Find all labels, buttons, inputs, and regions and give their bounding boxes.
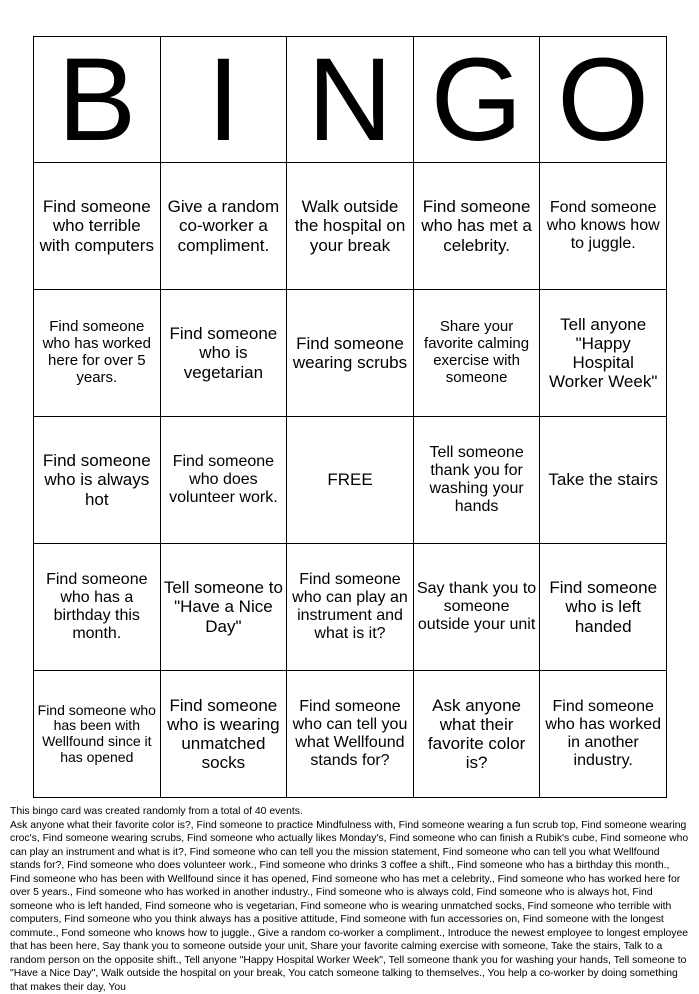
- bingo-cell: Say thank you to someone outside your unit: [413, 544, 540, 671]
- bingo-cell: Find someone who does volunteer work.: [160, 417, 287, 544]
- bingo-cell: Take the stairs: [540, 417, 667, 544]
- footer-summary: This bingo card was created randomly from a total of 40 events.: [10, 805, 692, 819]
- bingo-cell: Find someone who is wearing unmatched socks: [160, 671, 287, 798]
- bingo-cell: Find someone who has worked here for over 5 years.: [34, 290, 161, 417]
- bingo-cell: Find someone who has been with Wellfound since it has opened: [34, 671, 161, 798]
- header-letter-i: I: [160, 37, 287, 163]
- bingo-cell: Find someone who can play an instrument and what is it?: [287, 544, 414, 671]
- bingo-cell: Tell someone to "Have a Nice Day": [160, 544, 287, 671]
- bingo-cell: Give a random co-worker a compliment.: [160, 163, 287, 290]
- bingo-row: [34, 163, 667, 290]
- bingo-cell: Tell anyone "Happy Hospital Worker Week": [540, 290, 667, 417]
- bingo-cell: Find someone who is always hot: [34, 417, 161, 544]
- bingo-row: [34, 671, 667, 798]
- bingo-cell: Find someone who can tell you what Wellfound stands for?: [287, 671, 414, 798]
- footer-event-list: Ask anyone what their favorite color is?, Find someone to practice Mindfulness with, Find someone wearing a fun scrub top, Find someone wearing croc's, Find someone wearing scrubs, Find someone who actually likes Monday's, Find someone who can finish a Rubik's cube, Find someone who can play an instrument and what is it?, Find someone who can tell you the mission statement, Find someone who can tell you what Wellfound stands for?, Find someone who does volunteer work., Find someone who drinks 3 coffee a shift., Find someone who has a birthday this month., Find someone who has been with Wellfound since it has opened, Find someone who has met a celebrity., Find someone who has worked here for over 5 years., Find someone who has worked in another industry., Find someone who is always cold, Find someone who is always hot, Find someone who is left handed, Find someone who is vegetarian, Find someone who is wearing unmatched socks, Find someone who terrible with computers, Find someone who you think always has a positive attitude, Find someone with fun accessories on, Find someone with the longest commute., Fond someone who knows how to juggle., Give a random co-worker a compliment., Introduce the newest employee to longest employee that has been here, Say thank you to someone outside your unit, Share your favorite calming exercise with someone, Take the stairs, Talk to a random person on the opposite shift., Tell anyone "Happy Hospital Worker Week", Tell someone thank you for washing your hands, Tell someone to "Have a Nice Day", Walk outside the hospital on your break, You catch someone talking to themselves., You help a co-worker by doing something that makes their day, You: [10, 819, 692, 994]
- bingo-cell: Find someone who terrible with computers: [34, 163, 161, 290]
- header-letter-g: G: [413, 37, 540, 163]
- card-footer: [10, 805, 692, 983]
- bingo-cell: Fond someone who knows how to juggle.: [540, 163, 667, 290]
- bingo-cell: Find someone who has met a celebrity.: [413, 163, 540, 290]
- bingo-cell: Find someone who is vegetarian: [160, 290, 287, 417]
- bingo-cell: Walk outside the hospital on your break: [287, 163, 414, 290]
- bingo-cell: Tell someone thank you for washing your hands: [413, 417, 540, 544]
- free-space-cell: FREE: [287, 417, 414, 544]
- bingo-row: [34, 290, 667, 417]
- bingo-cell: Find someone wearing scrubs: [287, 290, 414, 417]
- bingo-cell: Find someone who has a birthday this month.: [34, 544, 161, 671]
- bingo-card: [33, 36, 667, 798]
- bingo-row: [34, 417, 667, 544]
- bingo-cell: Share your favorite calming exercise with someone: [413, 290, 540, 417]
- bingo-header-row: [34, 37, 667, 163]
- bingo-cell: Find someone who is left handed: [540, 544, 667, 671]
- header-letter-n: N: [287, 37, 414, 163]
- bingo-row: [34, 544, 667, 671]
- bingo-cell: Ask anyone what their favorite color is?: [413, 671, 540, 798]
- header-letter-o: O: [540, 37, 667, 163]
- header-letter-b: B: [34, 37, 161, 163]
- bingo-cell: Find someone who has worked in another industry.: [540, 671, 667, 798]
